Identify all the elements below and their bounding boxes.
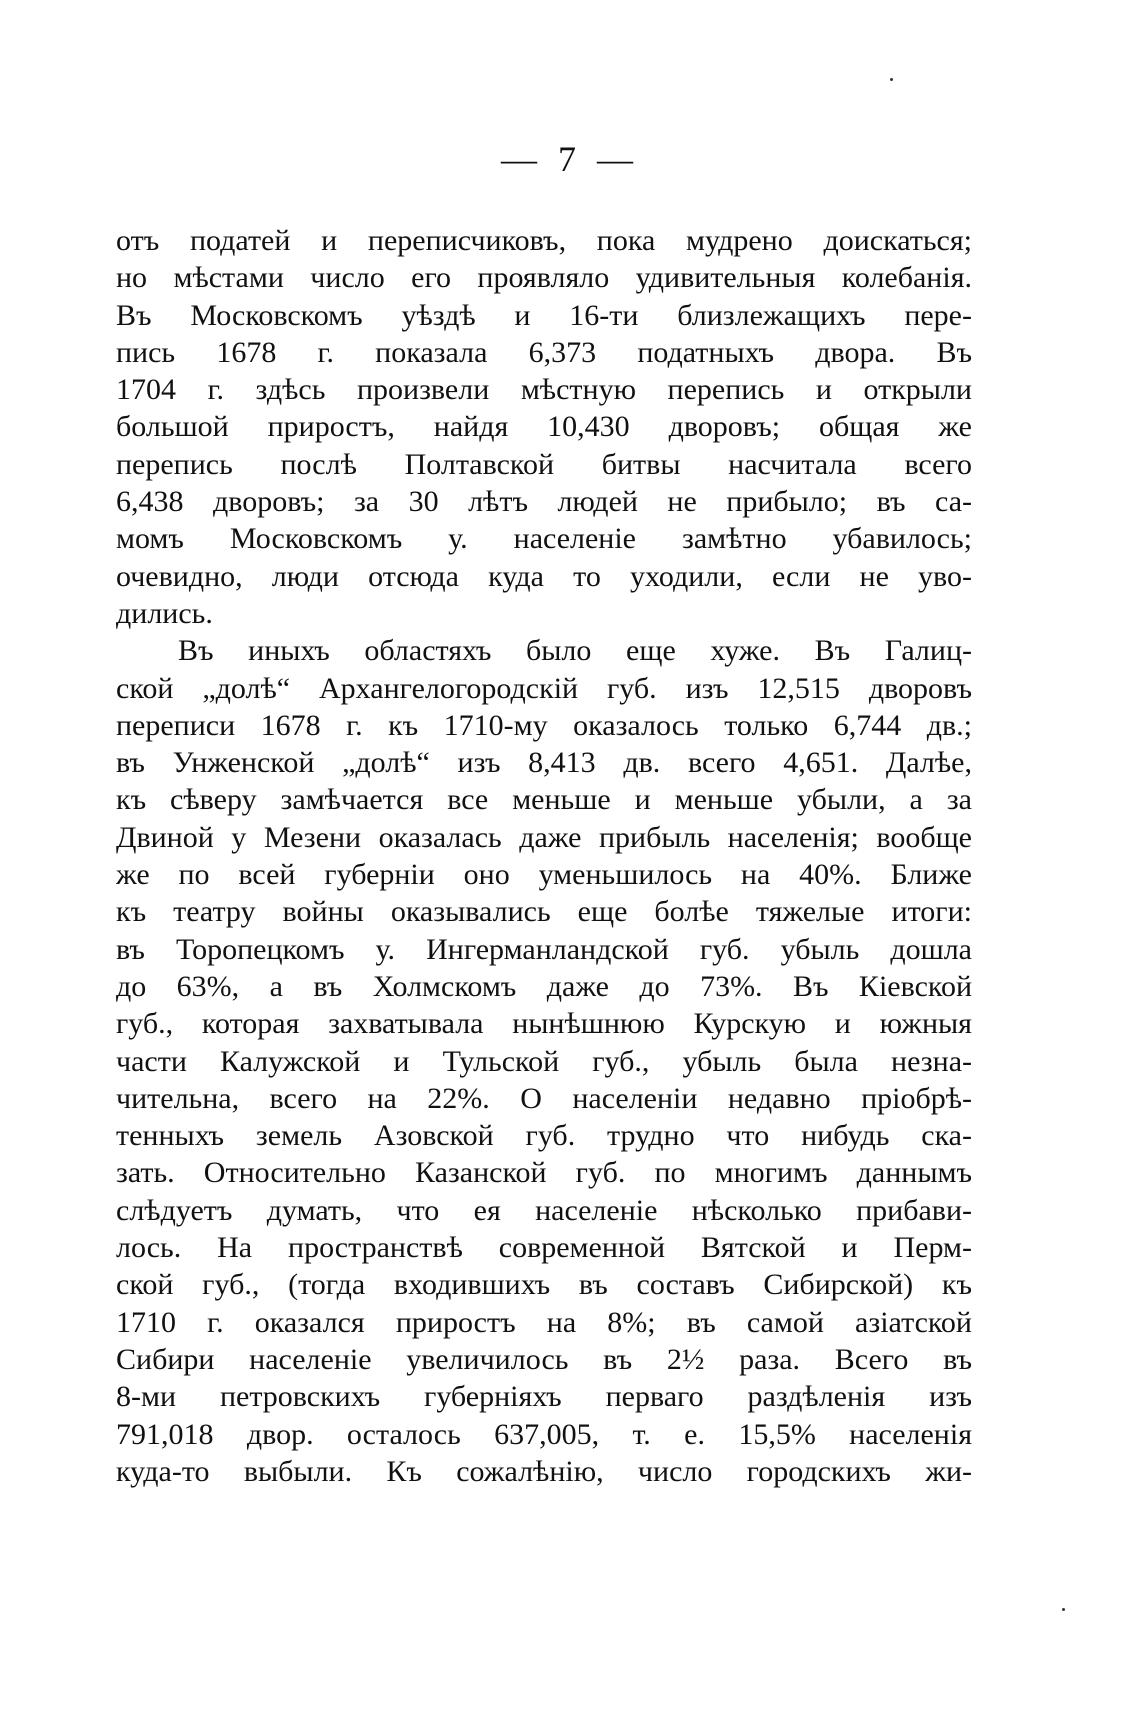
text-line: чительна, всего на 22%. О населеніи недавно пріобрѣ- bbox=[116, 1081, 972, 1115]
text-line: къ театру войны оказывались еще болѣе тяжелые итоги: bbox=[116, 895, 972, 929]
text-line: куда-то выбыли. Къ сожалѣнію, число городскихъ жи- bbox=[116, 1454, 972, 1488]
text-line: но мѣстами число его проявляло удивительныя колебанія. bbox=[116, 261, 972, 295]
text-line: до 63%, а въ Холмскомъ даже до 73%. Въ Кіевской bbox=[116, 969, 972, 1003]
text-line: пись 1678 г. показала 6,373 податныхъ двора. Въ bbox=[116, 335, 972, 369]
text-line: зать. Относительно Казанской губ. по многимъ даннымъ bbox=[116, 1156, 972, 1190]
text-line: лось. На пространствѣ современной Вятской и Перм- bbox=[116, 1231, 972, 1265]
text-line: очевидно, люди отсюда куда то уходили, если не уво- bbox=[116, 559, 972, 593]
text-line: 1704 г. здѣсь произвели мѣстную перепись и открыли bbox=[116, 373, 972, 407]
text-line: 8-ми петровскихъ губерніяхъ перваго раздѣленія изъ bbox=[116, 1380, 972, 1414]
scan-speck bbox=[890, 78, 893, 81]
body-text bbox=[116, 222, 972, 1490]
text-line: момъ Московскомъ у. населеніе замѣтно убавилось; bbox=[116, 522, 972, 556]
text-line: слѣдуетъ думать, что ея населеніе нѣсколько прибави- bbox=[116, 1193, 972, 1227]
text-line: же по всей губерніи оно уменьшилось на 40%. Ближе bbox=[116, 858, 972, 892]
text-line: Въ иныхъ областяхъ было еще хуже. Въ Галиц- bbox=[178, 634, 972, 668]
scan-speck bbox=[1062, 1608, 1065, 1611]
text-line: губ., которая захватывала нынѣшнюю Курскую и южныя bbox=[116, 1007, 972, 1041]
text-line: части Калужской и Тульской губ., убыль была незна- bbox=[116, 1044, 972, 1078]
text-line: въ Торопецкомъ у. Ингерманландской губ. убыль дошла bbox=[116, 932, 972, 966]
text-line: ской „долѣ“ Архангелогородскій губ. изъ 12,515 дворовъ bbox=[116, 671, 972, 705]
text-line: 1710 г. оказался приростъ на 8%; въ самой азіатской bbox=[116, 1305, 972, 1339]
text-line: ской губ., (тогда входившихъ въ составъ Сибирской) къ bbox=[116, 1268, 972, 1302]
text-line: тенныхъ земель Азовской губ. трудно что нибудь ска- bbox=[116, 1119, 972, 1153]
paragraph-2 bbox=[116, 632, 972, 1490]
text-line: отъ податей и переписчиковъ, пока мудрено доискаться; bbox=[116, 224, 972, 257]
text-line: Двиной у Мезени оказалась даже прибыль населенія; вообще bbox=[116, 820, 972, 854]
text-line: къ сѣверу замѣчается все меньше и меньше убыли, а за bbox=[116, 783, 972, 817]
text-line: переписи 1678 г. къ 1710-му оказалось только 6,744 дв.; bbox=[116, 708, 972, 742]
text-line: дились. bbox=[116, 596, 213, 630]
text-line: 6,438 дворовъ; за 30 лѣтъ людей не прибыло; въ са- bbox=[116, 485, 972, 519]
text-line: большой приростъ, найдя 10,430 дворовъ; общая же bbox=[116, 410, 972, 444]
text-line: 791,018 двор. осталось 637,005, т. е. 15,5% населенія bbox=[116, 1417, 972, 1451]
text-line: Сибири населеніе увеличилось въ 2½ раза. Всего въ bbox=[116, 1342, 972, 1376]
page-number: — 7 — bbox=[501, 139, 639, 179]
text-line: Въ Московскомъ уѣздѣ и 16-ти близлежащихъ пере- bbox=[116, 298, 972, 332]
paragraph-1 bbox=[116, 222, 972, 632]
text-line: перепись послѣ Полтавской битвы насчитала всего bbox=[116, 447, 972, 481]
text-line: въ Унженской „долѣ“ изъ 8,413 дв. всего 4,651. Далѣе, bbox=[116, 746, 972, 780]
